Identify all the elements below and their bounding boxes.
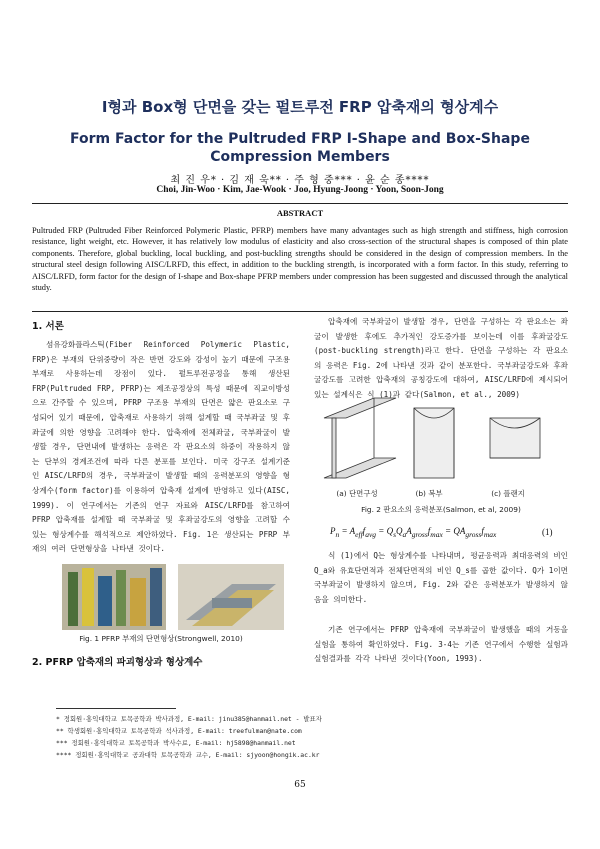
authors-english: Choi, Jin-Woo · Kim, Jae-Wook · Joo, Hyung-Joong · Yoon, Soon-Jong — [156, 185, 444, 195]
abstract-bottom-rule — [32, 311, 568, 312]
figure-2-stress-distribution — [314, 388, 568, 520]
footnote-1: * 정회원·홍익대학교 토목공학과 박사과정, E-mail: jinu385@hanmail.net - 발표자 — [56, 715, 322, 723]
footnote-4: **** 정회원·홍익대학교 공과대학 토목공학과 교수, E-mail: sjyoon@hongik.ac.kr — [56, 751, 320, 759]
figure-1-caption: Fig. 1 PFRP 부재의 단면형상(Strongwell, 2010) — [79, 634, 243, 643]
footnote-3: *** 정회원·홍익대학교 토목공학과 박사수료, E-mail: hj5898@hanmail.net — [56, 739, 296, 747]
figure-1-photos — [62, 564, 284, 630]
authors-korean: 최 진 우* · 김 재 욱** · 주 형 중*** · 윤 순 종**** — [170, 175, 430, 186]
abstract-heading: ABSTRACT — [276, 208, 324, 218]
section-2-heading: 2. PFRP 압축재의 파괴형상과 형상계수 — [32, 657, 203, 668]
equation-number: (1) — [542, 527, 553, 537]
fig2-label-c: (c) 플랜지 — [491, 489, 525, 498]
page-number: 65 — [294, 780, 306, 790]
form-factor-paragraph: 식 (1)에서 Q는 형상계수를 나타내며, 평균응력과 최대응력의 비인 Q_a와 유효단면적과 전체단면적의 비인 Q_s를 곱한 값이다. Q가 1이면 국부좌굴이 발생하지 않으며, Fig. 2와 같은 응력분포가 발생하지 않음을 의미한다. — [314, 551, 568, 604]
intro-paragraph: 섬유강화플라스틱(Fiber Reinforced Polymeric Plastic, FRP)은 부재의 단위중량이 작은 반면 강도와 강성이 높기 때문에 구조용 부재로 사용하는데 장점이 있다. 펄트루전공정을 통해 생산된 FRP(Pultruded FRP, PFRP)는 제조공정상의 특성 때문에 직교이방성으로 간주할 수 있으며, PFRP 구조용 부재의 단면은 얇은 판요소로 구성되어 있기 때문에, 압축재로 사용하기 위해 설계할 때 국부좌굴 및 후좌굴에 의한 영향을 고려해야 한다. 압축재에 전체좌굴, 국부좌굴이 발생할 경우, 단면내에 발생하는 응력은 각 판요소의 하중이 작용하지 않는 단부의 경계조건에 따라 다른 분포를 보인다. 미국 강구조 설계기준인 AISC/LRFD의 경우, 국부좌굴이 발생할 때의 응력분포의 영향을 형상계수(form factor)를 이용하여 압축재 설계에 반영하고 있다(AISC, 1999). 이 연구에서는 기존의 연구 자료와 AISC/LRFD를 참고하여 PFRP 압축재를 설계할 때 국부좌굴 및 후좌굴강도의 영향을 고려할 수 있는 형상계수를 해석적으로 제안하였다. Fig. 1은 생산되는 PFRP 부재의 여러 단면형상을 나타낸 것이다. — [32, 340, 290, 554]
fig2-label-a: (a) 단면구성 — [336, 489, 378, 498]
post-buckling-paragraph: 압축재에 국부좌굴이 발생할 경우, 단면을 구성하는 각 판요소는 좌굴이 발생한 후에도 추가적인 강도증가를 보이는데 이를 후좌굴강도(post-buckling strength)라고 한다. 단면을 구성하는 각 판요소의 응력은 Fig. 2에 나타낸 것과 같이 분포한다. 국부좌굴강도와 후좌굴강도를 고려한 압축재의 공칭강도에 대하여, AISC/LRFD에 제시되어 있는 설계식은 식 (1)과 같다(Salmon, et al., 2009) — [314, 317, 568, 399]
figure-2-caption: Fig. 2 판요소의 응력분포(Salmon, et al, 2009) — [361, 505, 521, 514]
abstract-text: Pultruded FRP (Pultruded Fiber Reinforced Polymeric Plastic, PFRP) members have many advantages such as high strength and stiffness, high corrosion resistance, light weight, etc. However, it has relatively low modulus of elasticity and also cross-section of the structural shapes is composed of thin plate components. Therefore, global buckling, local buckling, and post-buckling strengths should be considered in the design of compression members. In the structural steel design following AISC/LRFD, this effect, in addition to the buckling strength, is incorporated with a form factor. In this study, referring to AISC/LRFD, form factor for the design of I-shape and Box-shape PFRP members under compression has been suggested and discussed through the analytical study. — [32, 226, 568, 293]
abstract-top-rule — [32, 203, 568, 204]
flange-stress-diagram — [490, 418, 540, 458]
photo-pfrp-shapes-left — [62, 564, 166, 630]
paper-title-korean: I형과 Box형 단면을 갖는 펄트루전 FRP 압축재의 형상계수 — [101, 98, 499, 116]
footnote-rule — [56, 708, 176, 709]
prior-research-paragraph: 기존 연구에서는 PFRP 압축재에 국부좌굴이 발생했을 때의 거동을 실험을 통하여 확인하였다. Fig. 3-4는 기존 연구에서 수행한 실험과 실험결과를 각각 나타낸 것이다(Yoon, 1993). — [314, 625, 568, 664]
equation-1: $P_n = A_{eff}f_{avg} = Q_sQ_aA_{gross}f_{max} = QA_{gross}f_{max}$ — [330, 526, 497, 539]
footnote-2: ** 학생회원·홍익대학교 토목공학과 석사과정, E-mail: treefulman@nate.com — [56, 727, 302, 735]
fig2-label-b: (b) 복부 — [415, 489, 443, 498]
section-1-heading: 1. 서론 — [32, 321, 64, 332]
web-stress-diagram — [414, 408, 454, 478]
section-sketch — [324, 398, 396, 478]
paper-title-english: Form Factor for the Pultruded FRP I-Shape and Box-Shape Compression Members — [70, 131, 530, 165]
photo-pfrp-shapes-right — [178, 564, 284, 630]
